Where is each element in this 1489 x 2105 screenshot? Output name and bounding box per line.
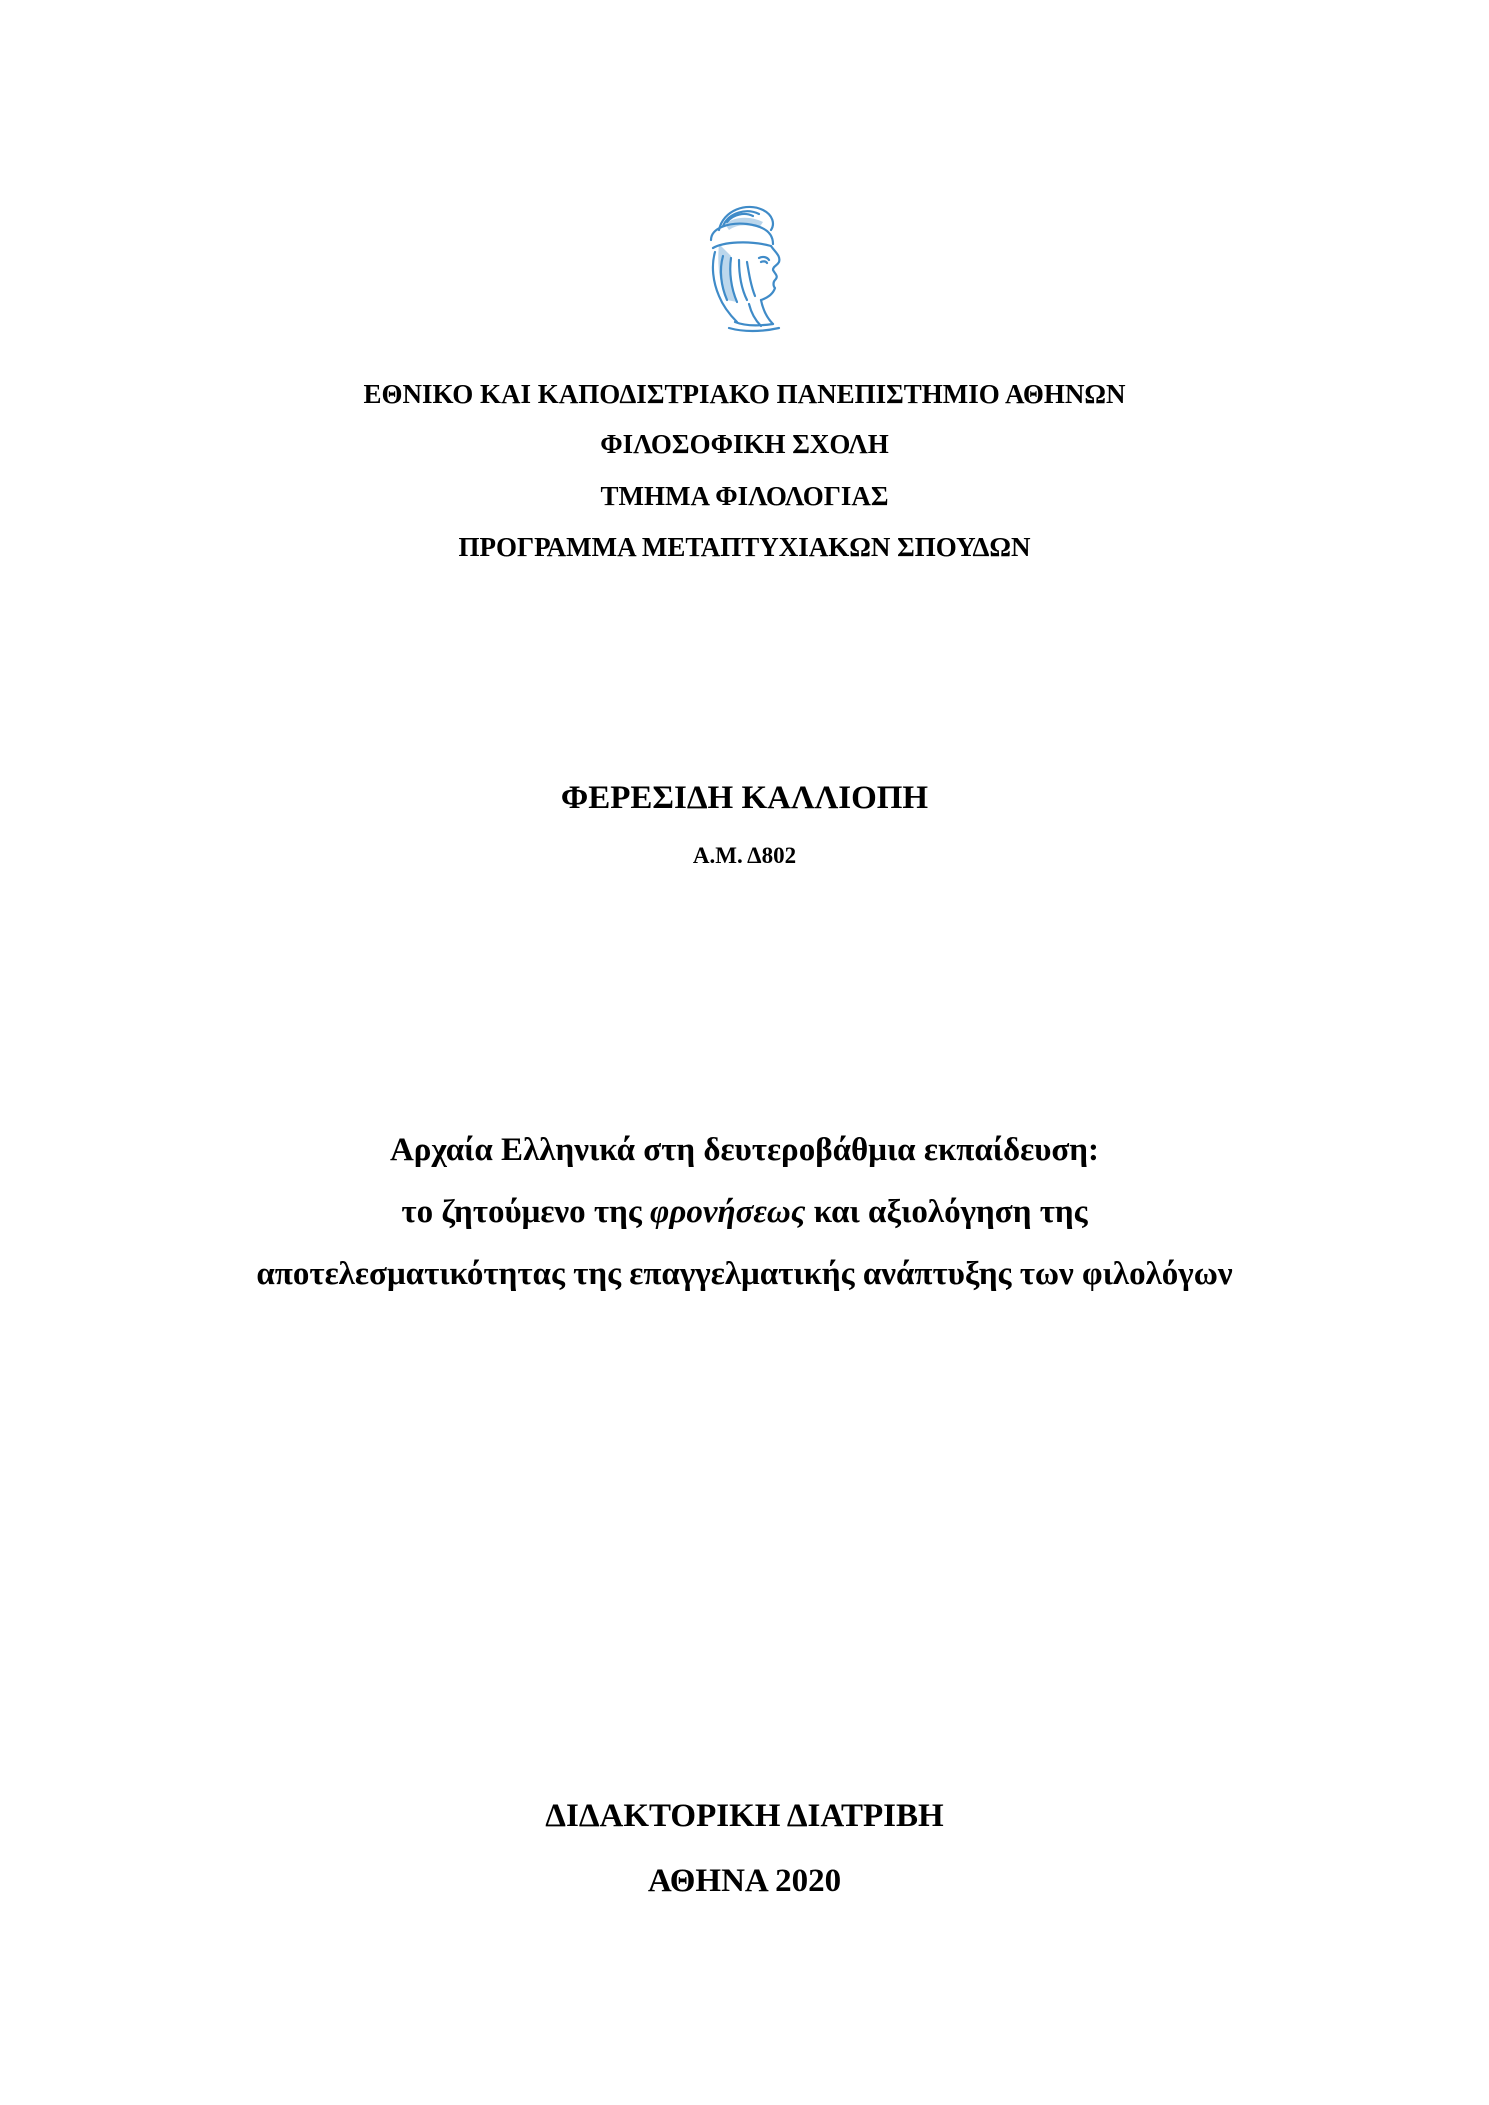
author-name: ΦΕΡΕΣΙΔΗ ΚΑΛΛΙΟΠΗ (560, 780, 929, 816)
title-italic-word: φρονήσεως (650, 1194, 806, 1230)
department-name: ΤΜΗΜΑ ΦΙΛΟΛΟΓΙΑΣ (600, 481, 889, 511)
document-type: ΔΙΔΑΚΤΟΡΙΚΗ ΔΙΑΤΡΙΒΗ (545, 1798, 944, 1834)
registration-number: Α.Μ. Δ802 (692, 843, 797, 868)
title-line-2-end: και αξιολόγηση της (805, 1194, 1088, 1230)
thesis-title-line-2 (0, 1192, 1489, 1232)
thesis-title-line-1: Αρχαία Ελληνικά στη δευτεροβάθμια εκπαίδευση: (389, 1132, 1100, 1168)
place-and-year: ΑΘΗΝΑ 2020 (647, 1863, 842, 1899)
thesis-title-line-3: αποτελεσματικότητας της επαγγελματικής ανάπτυξης των φιλολόγων (256, 1256, 1233, 1292)
program-name: ΠΡΟΓΡΑΜΜΑ ΜΕΤΑΠΤΥΧΙΑΚΩΝ ΣΠΟΥΔΩΝ (458, 532, 1031, 562)
title-line-2-start: το ζητούμενο της (401, 1194, 651, 1230)
university-name: ΕΘΝΙΚΟ ΚΑΙ ΚΑΠΟΔΙΣΤΡΙΑΚΟ ΠΑΝΕΠΙΣΤΗΜΙΟ ΑΘΗΝΩΝ (363, 379, 1126, 409)
athena-head-seal-icon (689, 200, 799, 335)
school-name: ΦΙΛΟΣΟΦΙΚΗ ΣΧΟΛΗ (600, 429, 889, 459)
